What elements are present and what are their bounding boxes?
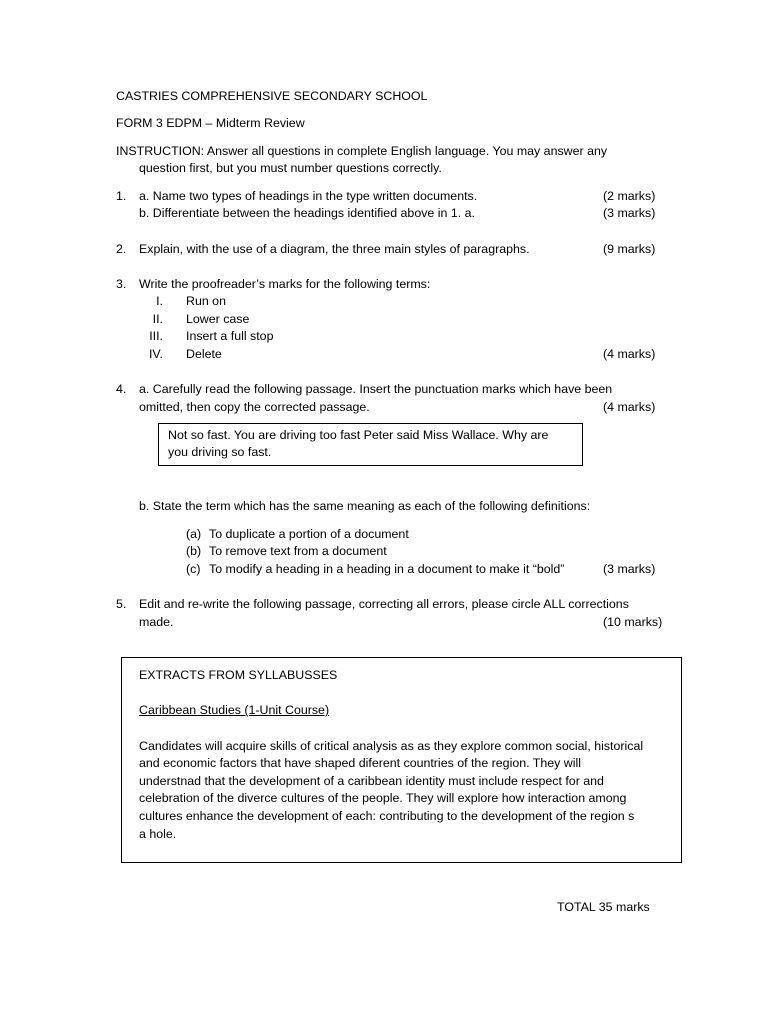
q4-a-marks: (4 marks) [603,400,656,414]
q3-number: 3. [116,277,127,291]
exam-subtitle: FORM 3 EDPM – Midterm Review [116,116,305,130]
definition-label: (b) [186,544,202,558]
extract-line: a hole. [139,827,177,841]
definition-label: (a) [186,527,202,541]
instruction-line-1: INSTRUCTION: Answer all questions in complete English language. You may answer any [116,144,608,158]
q1-a-marks: (2 marks) [603,189,656,203]
q5-text-line-1: Edit and re-write the following passage, correcting all errors, please circle ALL corrections [139,597,629,611]
definition-text: To remove text from a document [209,544,387,558]
q3-item-text: Delete [186,347,222,361]
q3-item-number: III. [149,329,163,343]
q3-item-number: I. [156,294,163,308]
q1-part-a: a. Name two types of headings in the type written documents. [139,189,478,203]
q4-part-a-line-2: omitted, then copy the corrected passage. [139,400,370,414]
q3-item-text: Lower case [186,312,250,326]
extract-line: cultures enhance the development of each: contributing to the development of the region s [139,809,635,823]
definition-label: (c) [186,562,201,576]
q1-b-marks: (3 marks) [603,206,656,220]
q2-number: 2. [116,242,127,256]
q1-part-b: b. Differentiate between the headings identified above in 1. a. [139,206,475,220]
extract-course-title: Caribbean Studies (1-Unit Course) [139,703,330,717]
passage-line-1: Not so fast. You are driving too fast Peter said Miss Wallace. Why are [168,428,549,442]
school-name: CASTRIES COMPREHENSIVE SECONDARY SCHOOL [116,89,428,103]
instruction-line-2: question first, but you must number questions correctly. [139,161,442,175]
q4-part-b: b. State the term which has the same meaning as each of the following definitions: [139,499,591,513]
q3-marks: (4 marks) [603,347,656,361]
extract-line: and economic factors that have shaped diferent countries of the region. They will [139,756,581,770]
extract-line: understnad that the development of a caribbean identity must include respect for and [139,774,604,788]
definition-text: To modify a heading in a heading in a document to make it “bold” [209,562,565,576]
extract-line: Candidates will acquire skills of critical analysis as as they explore common social, historical [139,739,644,753]
extract-title: EXTRACTS FROM SYLLABUSSES [139,668,338,682]
q3-item-number: IV. [148,347,163,361]
q5-text-line-2: made. [139,615,174,629]
q3-item-number: II. [152,312,163,326]
q5-number: 5. [116,597,127,611]
q3-item-text: Run on [186,294,226,308]
q4-number: 4. [116,382,127,396]
definition-text: To duplicate a portion of a document [209,527,409,541]
total-marks: TOTAL 35 marks [557,900,650,914]
q5-marks: (10 marks) [603,615,663,629]
passage-line-2: you driving so fast. [168,445,272,459]
q4-part-a-line-1: a. Carefully read the following passage. Insert the punctuation marks which have been [139,382,613,396]
q2-text: Explain, with the use of a diagram, the three main styles of paragraphs. [139,242,530,256]
q2-marks: (9 marks) [603,242,656,256]
q3-item-text: Insert a full stop [186,329,274,343]
extract-line: celebration of the diverce cultures of the people. They will explore how interaction among [139,791,627,805]
q1-number: 1. [116,189,127,203]
q3-text: Write the proofreader’s marks for the following terms: [139,277,431,291]
q4-b-marks: (3 marks) [603,562,656,576]
